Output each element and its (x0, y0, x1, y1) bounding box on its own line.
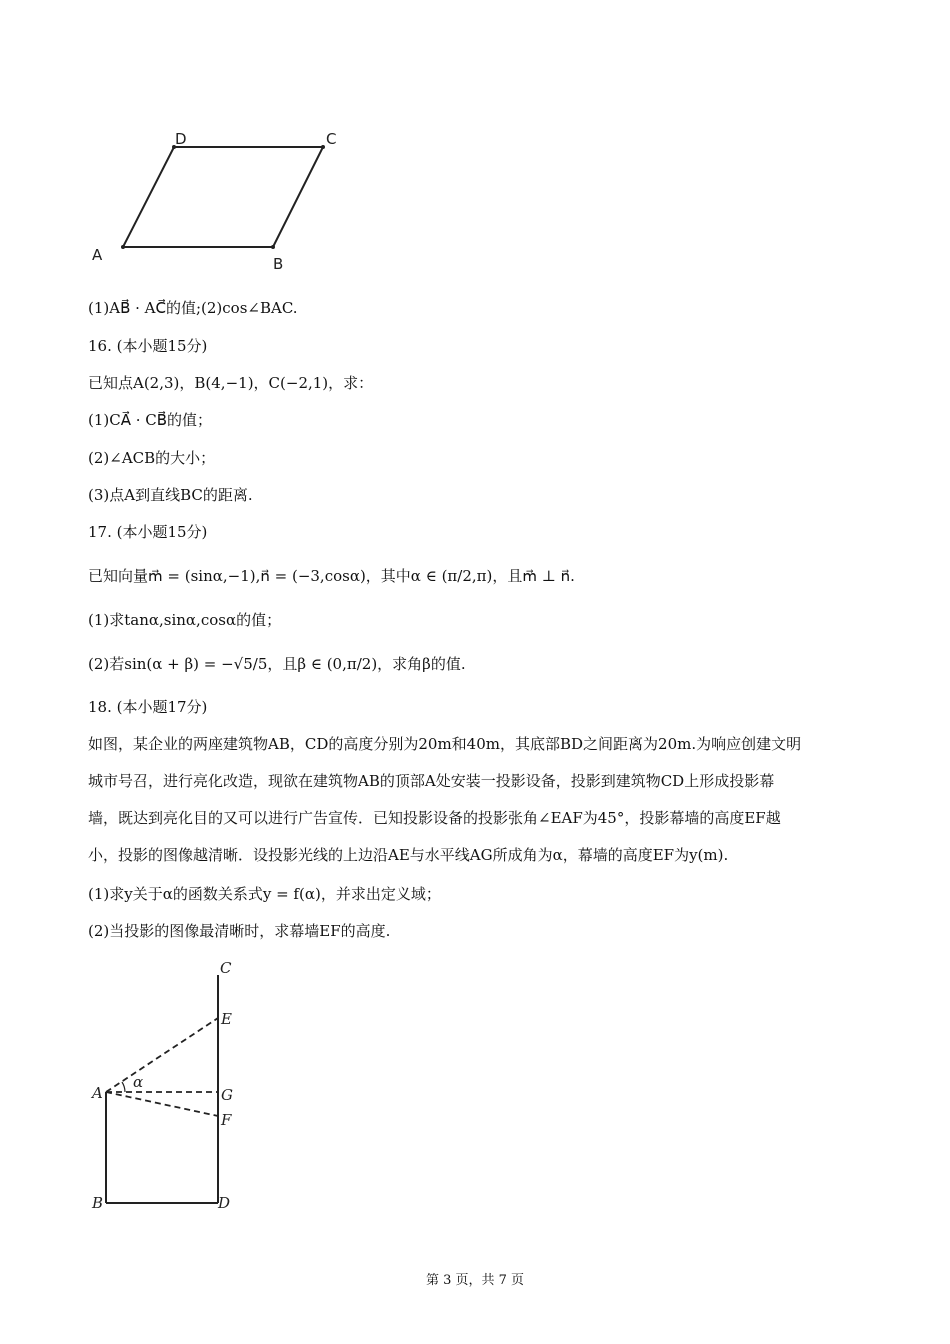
q16-stem: 已知点A(2,3)，B(4,−1)，C(−2,1)，求： (88, 374, 374, 392)
q18-stem-line-4: 小，投影的图像越清晰．设投影光线的上边沿AE与水平线AG所成角为α，幕墙的高度EF为y(m). (88, 846, 729, 864)
q17-header: 17. (本小题15分) (88, 523, 208, 541)
q18-part2: (2)当投影的图像最清晰时，求幕墙EF的高度. (88, 922, 391, 940)
ray-ae (106, 1018, 218, 1092)
q18-stem-line-3: 墙，既达到亮化目的又可以进行广告宣传．已知投影设备的投影张角∠EAF为45°，投影幕墙的高度EF越 (88, 809, 781, 827)
parallelogram-shape (123, 147, 323, 247)
q16-header: 16. (本小题15分) (88, 337, 208, 355)
q15-parts: (1)AB⃗ · AC⃗的值;(2)cos∠BAC. (88, 299, 298, 317)
page-footer: 第 3 页，共 7 页 (425, 1273, 525, 1288)
q16-part1: (1)CA⃗ · CB⃗的值； (88, 411, 213, 429)
q16-part2: (2)∠ACB的大小； (88, 449, 216, 467)
label-g: G (221, 1086, 233, 1104)
vertex-c (321, 145, 325, 149)
label-alpha: α (133, 1073, 144, 1091)
ray-af (106, 1092, 218, 1116)
q16-part3: (3)点A到直线BC的距离. (88, 486, 253, 504)
parallelogram-figure (80, 120, 360, 280)
label-a: A (92, 246, 103, 264)
q18-header: 18. (本小题17分) (88, 698, 208, 716)
label-b: B (273, 255, 284, 273)
vertex-a (121, 245, 125, 249)
label-b2: B (92, 1194, 104, 1212)
q17-part1: (1)求tanα,sinα,cosα的值； (88, 611, 282, 629)
q17-stem: 已知向量m⃗ = (sinα,−1),n⃗ = (−3,cosα)，其中α ∈ (π/2,π)，且m⃗ ⊥ n⃗. (88, 567, 575, 585)
label-c2: C (220, 959, 232, 977)
angle-alpha-arc (122, 1082, 125, 1092)
q18-stem (88, 726, 863, 874)
q18-stem-line-2: 城市号召，进行亮化改造，现欲在建筑物AB的顶部A处安装一投影设备，投影到建筑物CD上形成投影幕 (88, 772, 775, 790)
label-a2: A (92, 1084, 103, 1102)
q18-stem-line-1: 如图，某企业的两座建筑物AB，CD的高度分别为20m和40m，其底部BD之间距离为20m.为响应创建文明 (88, 735, 802, 753)
label-d2: D (218, 1194, 231, 1212)
q18-part1: (1)求y关于α的函数关系式y = f(α)，并求出定义域； (88, 885, 441, 903)
q17-part2: (2)若sin(α + β) = −√5/5，且β ∈ (0,π/2)，求角β的值. (88, 655, 466, 673)
vertex-b (271, 245, 275, 249)
label-e: E (221, 1010, 232, 1028)
label-f: F (221, 1111, 232, 1129)
label-d: D (175, 130, 187, 148)
projection-figure (80, 950, 260, 1225)
label-c: C (326, 130, 337, 148)
